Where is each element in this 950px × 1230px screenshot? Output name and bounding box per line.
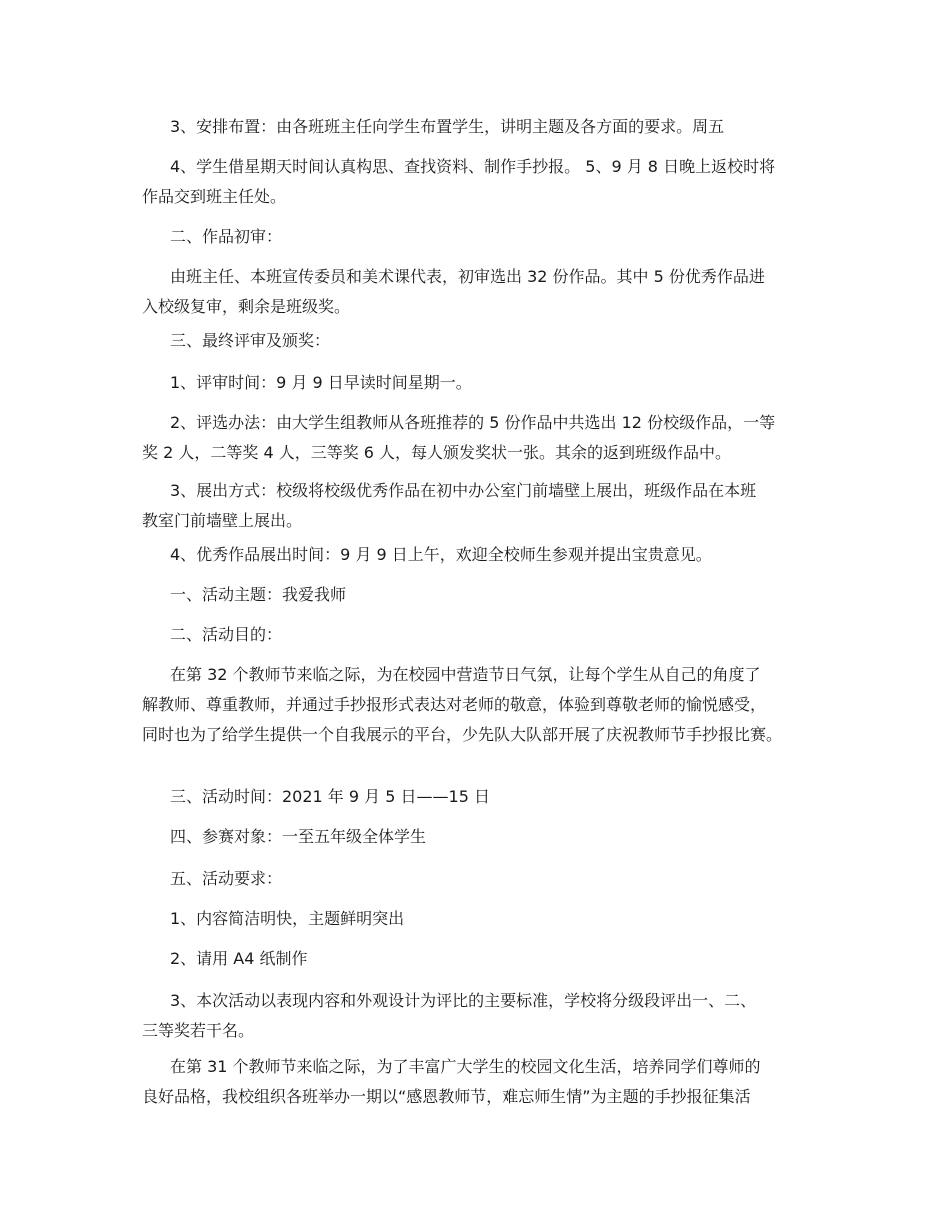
text-line: 3、本次活动以表现内容和外观设计为评比的主要标准，学校将分级段评出一、二、 — [170, 991, 757, 1010]
paragraph — [142, 262, 822, 322]
paragraph — [142, 152, 822, 212]
section-heading — [170, 864, 820, 894]
section-heading — [170, 580, 820, 610]
list-item — [170, 904, 820, 934]
section-heading — [170, 782, 820, 812]
text-line: 1、评审时间：9 月 9 日早读时间星期一。 — [170, 373, 472, 392]
paragraph — [142, 1052, 822, 1112]
text-line: 二、作品初审： — [170, 227, 283, 246]
text-line: 在第 32 个教师节来临之际，为在校园中营造节日气氛，让每个学生从自己的角度了 — [170, 665, 761, 684]
list-item — [170, 944, 820, 974]
text-line: 三、最终评审及颁奖： — [170, 331, 331, 350]
section-heading — [170, 620, 820, 650]
text-line: 解教师、尊重教师，并通过手抄报形式表达对老师的敬意，体验到尊敬老师的愉悦感受， — [142, 695, 767, 714]
section-heading — [170, 326, 820, 356]
text-line: 3、展出方式：校级将校级优秀作品在初中办公室门前墙壁上展出，班级作品在本班 — [170, 481, 757, 500]
text-line: 在第 31 个教师节来临之际，为了丰富广大学生的校园文化生活，培养同学们尊师的 — [170, 1057, 761, 1076]
text-line: 1、内容简洁明快，主题鲜明突出 — [170, 909, 405, 928]
text-line: 教室门前墙壁上展出。 — [142, 511, 303, 530]
text-line: 二、活动目的： — [170, 625, 283, 644]
paragraph — [142, 476, 822, 536]
text-line: 三、活动时间：2021 年 9 月 5 日——15 日 — [170, 787, 490, 806]
text-line: 2、评选办法：由大学生组教师从各班推荐的 5 份作品中共选出 12 份校级作品，一等 — [170, 413, 776, 432]
text-line: 4、优秀作品展出时间：9 月 9 日上午，欢迎全校师生参观并提出宝贵意见。 — [170, 545, 712, 564]
text-line: 2、请用 A4 纸制作 — [170, 949, 308, 968]
paragraph — [170, 368, 820, 398]
paragraph — [142, 408, 822, 468]
text-line: 同时也为了给学生提供一个自我展示的平台，少先队大队部开展了庆祝教师节手抄报比赛。 — [142, 725, 783, 744]
text-line: 由班主任、本班宣传委员和美术课代表，初审选出 32 份作品。其中 5 份优秀作品进 — [170, 267, 765, 286]
list-item — [142, 986, 822, 1046]
text-line: 3、安排布置：由各班班主任向学生布置学生，讲明主题及各方面的要求。周五 — [170, 117, 725, 136]
text-line: 四、参赛对象：一至五年级全体学生 — [170, 827, 427, 846]
section-heading — [170, 222, 820, 252]
text-line: 4、学生借星期天时间认真构思、查找资料、制作手抄报。 5、9 月 8 日晚上返校时将 — [170, 157, 776, 176]
text-line: 三等奖若干名。 — [142, 1021, 255, 1040]
paragraph — [142, 660, 822, 750]
text-line: 奖 2 人，二等奖 4 人，三等奖 6 人，每人颁发奖状一张。其余的返到班级作品中。 — [142, 443, 732, 462]
section-heading — [170, 822, 820, 852]
text-line: 一、活动主题：我爱我师 — [170, 585, 347, 604]
text-line: 作品交到班主任处。 — [142, 187, 287, 206]
text-line: 入校级复审，剩余是班级奖。 — [142, 297, 351, 316]
paragraph — [170, 540, 820, 570]
text-line: 五、活动要求： — [170, 869, 283, 888]
paragraph — [170, 112, 820, 142]
text-line: 良好品格，我校组织各班举办一期以“感恩教师节，难忘师生情”为主题的手抄报征集活 — [142, 1087, 751, 1106]
